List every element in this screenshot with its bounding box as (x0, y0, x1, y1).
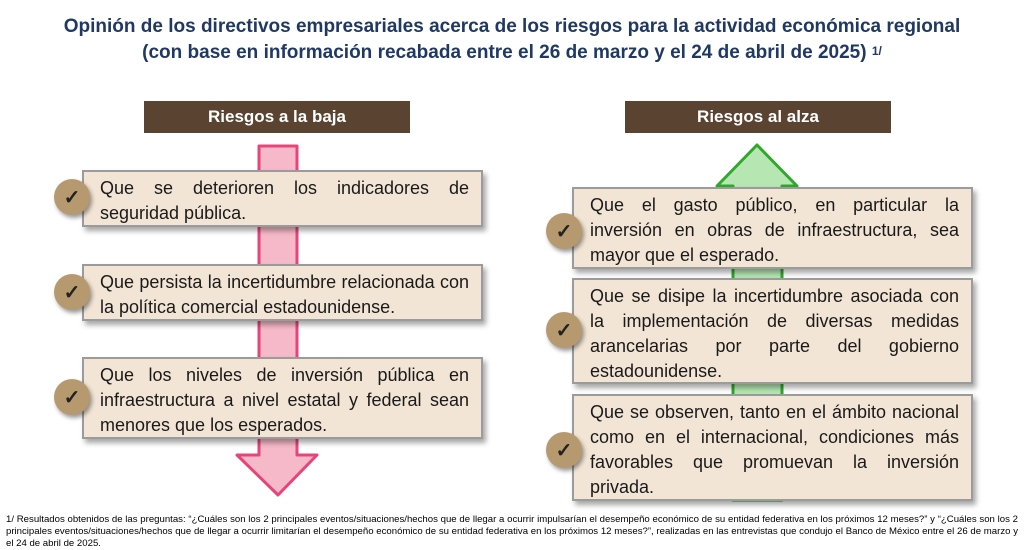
right-risk-card-3 (572, 394, 973, 501)
check-icon (546, 432, 582, 468)
check-icon (546, 312, 582, 348)
left-risk-text-2: Que persista la incertidumbre relacionada con la política comercial estadounidense. (100, 272, 469, 317)
right-risk-card-1 (572, 187, 973, 269)
header-riesgos-alza: Riesgos al alza (625, 101, 891, 133)
header-riesgos-baja: Riesgos a la baja (144, 101, 410, 133)
check-glyph: ✓ (63, 186, 81, 209)
check-glyph: ✓ (555, 319, 573, 342)
left-risk-text-3: Que los niveles de inversión pública en infraestructura a nivel estatal y federal sean menores que los esperados. (100, 365, 469, 435)
left-risk-card-1 (82, 170, 483, 227)
check-glyph: ✓ (555, 220, 573, 243)
check-glyph: ✓ (63, 386, 81, 409)
check-glyph: ✓ (555, 439, 573, 462)
title-note-ref: 1/ (871, 44, 882, 58)
check-icon (54, 379, 90, 415)
right-risk-text-2: Que se disipe la incertidumbre asociada con la implementación de diversas medidas arancelarias por parte del gobierno estadounidense. (590, 286, 959, 381)
right-risk-text-3: Que se observen, tanto en el ámbito nacional como en el internacional, condiciones más favorables que promuevan la inversión privada. (590, 402, 959, 497)
check-icon (546, 213, 582, 249)
left-risk-card-3 (82, 357, 483, 439)
right-risk-text-1: Que el gasto público, en particular la inversión en obras de infraestructura, sea mayor que el esperado. (590, 195, 959, 265)
footnote: 1/ Resultados obtenidos de las preguntas: “¿Cuáles son los 2 principales eventos/situaciones/hechos que de llegar a ocurrir impulsarían el desempeño económico de su entidad federativa en los próximos 12 meses?” y “¿Cuáles son los 2 principales eventos/situaciones/hechos que de llegar a ocurrir limitarían el desempeño económico de su entidad federativa en los próximos 12 meses?”, realizadas en las entrevistas que condujo el Banco de México entre el 26 de marzo y el 24 de abril de 2025. (6, 514, 1018, 549)
title-line-2-text: (con base en información recabada entre el 26 de marzo y el 24 de abril de 2025) (142, 42, 867, 63)
left-risk-text-1: Que se deterioren los indicadores de seguridad pública. (100, 178, 469, 223)
title-line-1: Opinión de los directivos empresariales acerca de los riesgos para la actividad económica regional (63, 16, 961, 37)
left-risk-card-2 (82, 264, 483, 321)
check-glyph: ✓ (63, 281, 81, 304)
check-icon (54, 274, 90, 310)
right-risk-card-2 (572, 278, 973, 384)
check-icon (54, 179, 90, 215)
